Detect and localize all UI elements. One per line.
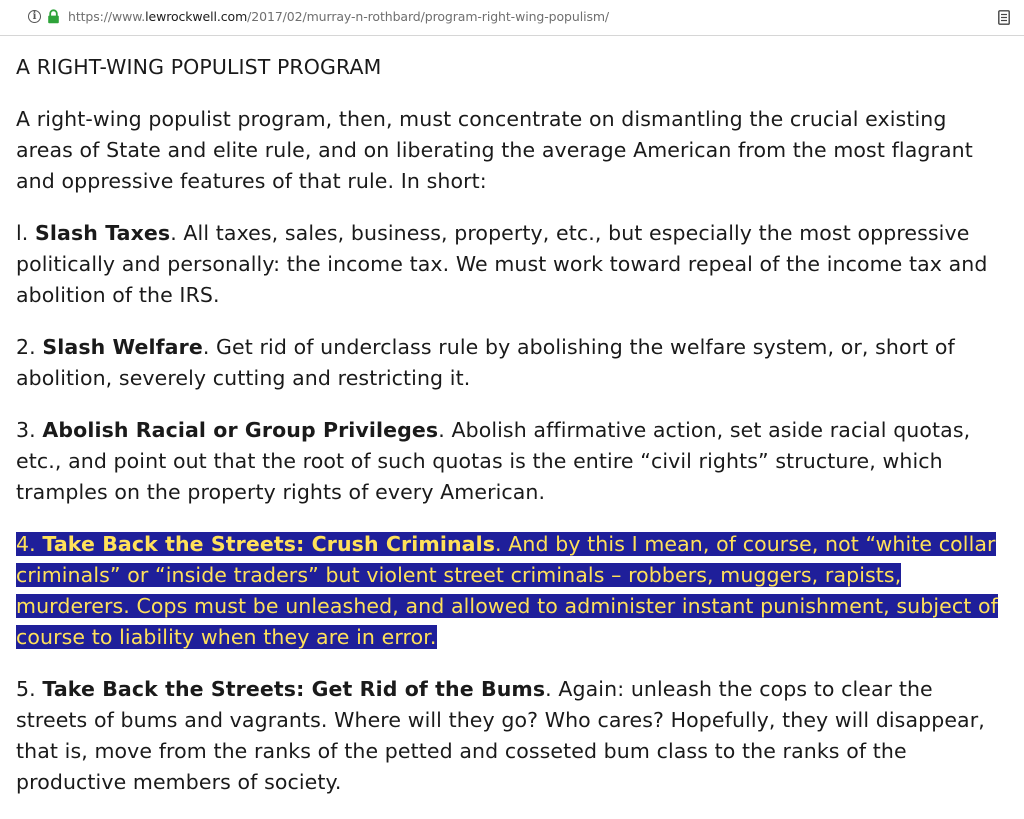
text-selection[interactable] — [16, 532, 998, 649]
intro-paragraph: A right-wing populist program, then, must concentrate on dismantling the crucial existing areas of State and elite rule, and on liberating the average American from the most flagrant and oppressive features of that rule. In short: — [16, 107, 973, 193]
item-number: 3. — [16, 418, 43, 442]
item-title: Take Back the Streets: Get Rid of the Bums — [42, 677, 546, 701]
item-text: . Get rid of underclass rule by abolishing the welfare system, or, short of abolition, severely cutting and restricting it. — [16, 335, 955, 390]
url-prefix: https://www. — [68, 9, 146, 24]
info-icon[interactable]: i — [28, 10, 41, 23]
article-content — [16, 52, 1006, 819]
list-item-highlighted — [16, 529, 1006, 653]
item-number: 5. — [16, 677, 43, 701]
item-title: Take Back the Streets: Crush Criminals — [42, 532, 496, 556]
lock-icon[interactable] — [47, 9, 60, 24]
list-item — [16, 332, 1006, 394]
item-title: Abolish Racial or Group Privileges — [42, 418, 439, 442]
item-title: Slash Welfare — [42, 335, 203, 359]
url-path: /2017/02/murray-n-rothbard/program-right-wing-populism/ — [247, 9, 610, 24]
item-text: . All taxes, sales, business, property, etc., but especially the most oppressive politically and personally: the income tax. We must work toward repeal of the income tax and abolition of the IRS. — [16, 221, 988, 307]
list-item — [16, 218, 1006, 311]
url-domain: lewrockwell.com — [145, 9, 248, 24]
address-bar[interactable] — [0, 0, 1024, 36]
item-text: . Abolish affirmative action, set aside racial quotas, etc., and point out that the root of such quotas is the entire “civil rights” structure, which tramples on the property rights of every American. — [16, 418, 971, 504]
list-item — [16, 415, 1006, 508]
url-text[interactable] — [68, 9, 609, 24]
item-text: . And by this I mean, of course, not “white collar criminals” or “inside traders” but violent street criminals – robbers, muggers, rapists, murderers. Cops must be unleashed, and allowed to administer instant punishment, subject of course to liability when they are in error. — [16, 532, 998, 649]
item-text: . Again: unleash the cops to clear the streets of bums and vagrants. Where will they go? Who cares? Hopefully, they will disappear, that is, move from the ranks of the petted and cosseted bum class to the ranks of the productive members of society. — [16, 677, 985, 794]
item-title: Slash Taxes — [35, 221, 171, 245]
item-number: 2. — [16, 335, 43, 359]
reader-view-icon[interactable] — [998, 10, 1010, 25]
item-number: l. — [16, 221, 36, 245]
list-item — [16, 674, 1006, 798]
item-number: 4. — [16, 532, 43, 556]
article-heading: A RIGHT-WING POPULIST PROGRAM — [16, 55, 382, 79]
